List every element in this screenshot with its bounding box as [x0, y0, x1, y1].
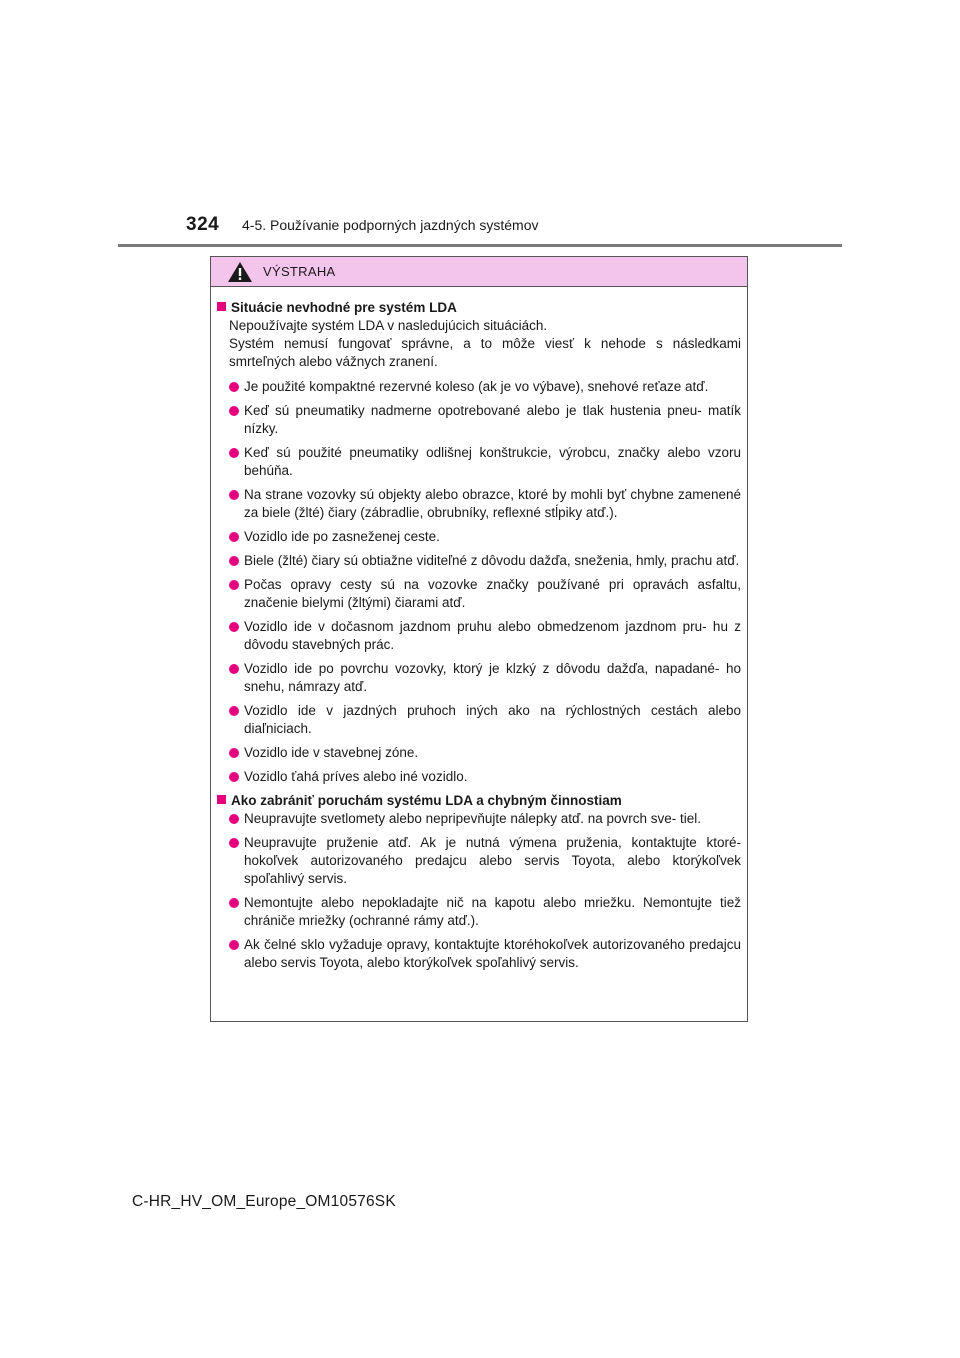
list-item: [217, 576, 741, 612]
list-item-text: Neupravujte svetlomety alebo nepripevňujte nálepky atď. na povrch sve- tiel.: [244, 811, 702, 826]
list-item-text: Ak čelné sklo vyžaduje opravy, kontaktujte ktoréhokoľvek autorizovaného predajcu alebo servis Toyota, alebo ktorýkoľvek spoľahlivý servis.: [244, 937, 741, 970]
list-item: [217, 744, 741, 762]
section-intro: [217, 317, 741, 371]
list-item: [217, 378, 741, 396]
list-item: [217, 660, 741, 696]
list-item: [217, 552, 741, 570]
bullet-dot-icon: [229, 532, 239, 542]
section-title: 4-5. Používanie podporných jazdných systémov: [242, 217, 539, 233]
header-divider: [118, 244, 842, 247]
list-item-text: Biele (žlté) čiary sú obtiažne viditeľné z dôvodu dažďa, sneženia, hmly, prachu atď.: [244, 553, 740, 568]
bullet-dot-icon: [229, 664, 239, 674]
bullet-dot-icon: [229, 580, 239, 590]
bullet-dot-icon: [229, 814, 239, 824]
document-code: C-HR_HV_OM_Europe_OM10576SK: [132, 1193, 396, 1210]
bullet-dot-icon: [229, 382, 239, 392]
section-heading: [217, 299, 741, 317]
warning-triangle-icon: [227, 261, 253, 283]
bullet-dot-icon: [229, 448, 239, 458]
list-item: [217, 486, 741, 522]
list-item-text: Vozidlo ťahá príves alebo iné vozidlo.: [244, 769, 468, 784]
list-item: [217, 444, 741, 480]
bullet-dot-icon: [229, 898, 239, 908]
square-bullet-icon: [217, 795, 226, 804]
list-item-text: Keď sú pneumatiky nadmerne opotrebované alebo je tlak hustenia pneu- matík nízky.: [244, 403, 741, 436]
list-item: [217, 810, 741, 828]
list-item: [217, 528, 741, 546]
warning-header: [211, 257, 747, 287]
square-bullet-icon: [217, 302, 226, 311]
bullet-dot-icon: [229, 772, 239, 782]
page-number: 324: [186, 214, 220, 235]
section-heading-text: Ako zabrániť poruchám systému LDA a chybným činnostiam: [231, 793, 622, 808]
bullet-dot-icon: [229, 748, 239, 758]
list-item-text: Vozidlo ide po povrchu vozovky, ktorý je klzký z dôvodu dažďa, napadané- ho snehu, námrazy atď.: [244, 661, 741, 694]
intro-line: Nepoužívajte systém LDA v nasledujúcich situáciách.: [229, 318, 548, 333]
section-heading: [217, 792, 741, 810]
bullet-dot-icon: [229, 838, 239, 848]
list-item-text: Keď sú použité pneumatiky odlišnej konštrukcie, výrobcu, značky alebo vzoru behúňa.: [244, 445, 741, 478]
list-item: [217, 894, 741, 930]
list-item: [217, 936, 741, 972]
list-item: [217, 702, 741, 738]
list-item-text: Vozidlo ide v dočasnom jazdnom pruhu alebo obmedzenom jazdnom pru- hu z dôvodu stavebných prác.: [244, 619, 741, 652]
list-item-text: Vozidlo ide v jazdných pruhoch iných ako na rýchlostných cestách alebo diaľniciach.: [244, 703, 741, 736]
bullet-dot-icon: [229, 622, 239, 632]
list-item: [217, 834, 741, 888]
page-header: [186, 214, 539, 236]
list-item: [217, 402, 741, 438]
bullet-dot-icon: [229, 706, 239, 716]
bullet-dot-icon: [229, 490, 239, 500]
list-item-text: Nemontujte alebo nepokladajte nič na kapotu alebo mriežku. Nemontujte tiež chrániče mriežky (ochranné rámy atď.).: [244, 895, 741, 928]
list-item: [217, 618, 741, 654]
list-item-text: Vozidlo ide po zasneženej ceste.: [244, 529, 440, 544]
warning-box: [210, 256, 748, 1022]
list-item-text: Je použité kompaktné rezervné koleso (ak je vo výbave), snehové reťaze atď.: [244, 379, 709, 394]
list-item: [217, 768, 741, 786]
section-heading-text: Situácie nevhodné pre systém LDA: [231, 300, 457, 315]
intro-line: Systém nemusí fungovať správne, a to môže viesť k nehode s následkami smrteľných alebo vážnych zranení.: [229, 336, 741, 369]
list-item-text: Neupravujte pruženie atď. Ak je nutná výmena pruženia, kontaktujte ktoré- hokoľvek autorizovaného predajcu alebo servis Toyota, alebo ktorýkoľvek spoľahlivý servis.: [244, 835, 741, 886]
warning-body: [211, 287, 747, 972]
bullet-dot-icon: [229, 556, 239, 566]
list-item-text: Vozidlo ide v stavebnej zóne.: [244, 745, 419, 760]
list-item-text: Počas opravy cesty sú na vozovke značky používané pri opravách asfaltu, značenie bielymi (žltými) čiarami atď.: [244, 577, 741, 610]
bullet-dot-icon: [229, 406, 239, 416]
list-item-text: Na strane vozovky sú objekty alebo obrazce, ktoré by mohli byť chybne zamenené za biele (žlté) čiary (zábradlie, obrubníky, reflexné stĺpiky atď.).: [244, 487, 741, 520]
bullet-dot-icon: [229, 940, 239, 950]
warning-title: VÝSTRAHA: [263, 264, 336, 279]
